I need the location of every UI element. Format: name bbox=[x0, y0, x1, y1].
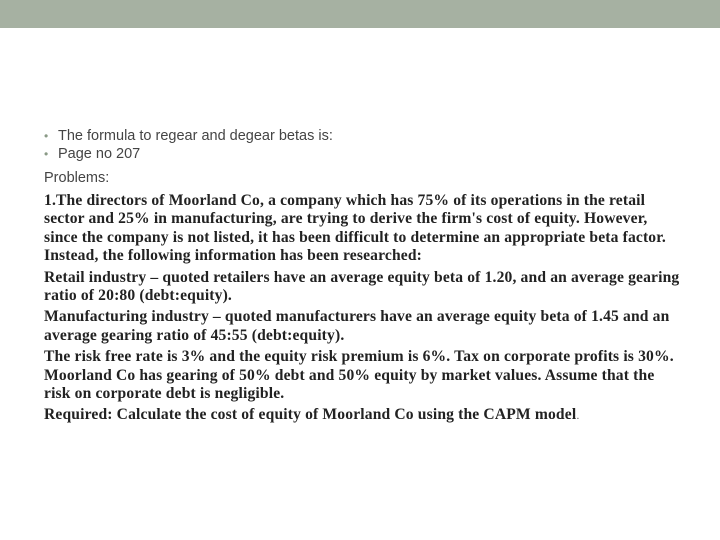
bullet-list bbox=[44, 127, 704, 163]
manufacturing-industry-paragraph: Manufacturing industry – quoted manufacturers have an average equity beta of 1.45 and an average gearing ratio of 45:55 (debt:equity). bbox=[44, 308, 670, 344]
bullet-item-formula: • The formula to regear and degear betas is: bbox=[44, 127, 704, 145]
slide-top-bar bbox=[0, 0, 720, 28]
bullet-item-page-number: • Page no 207 bbox=[44, 145, 704, 163]
required-text: Required: Calculate the cost of equity of Moorland Co using the CAPM model bbox=[44, 406, 577, 424]
problem-statement bbox=[44, 192, 684, 429]
required-paragraph bbox=[44, 406, 684, 425]
risk-free-rate-paragraph: The risk free rate is 3% and the equity risk premium is 6%. Tax on corporate profits is 30%. Moorland Co has gearing of 50% debt and 50% equity by market values. Assume that the risk on corporate debt is negligible. bbox=[44, 348, 674, 403]
final-period: . bbox=[576, 410, 580, 423]
problems-label: Problems: bbox=[44, 170, 110, 186]
retail-industry-paragraph: Retail industry – quoted retailers have an average equity beta of 1.20, and an average gearing ratio of 20:80 (debt:equity). bbox=[44, 268, 680, 305]
problem-intro-paragraph: 1.The directors of Moorland Co, a company which has 75% of its operations in the retail sector and 25% in manufacturing, are trying to derive the firm's cost of equity. However, since the company is not listed, it has been difficult to determine an appropriate beta factor. Instead, the following information has been researched: bbox=[44, 192, 666, 265]
